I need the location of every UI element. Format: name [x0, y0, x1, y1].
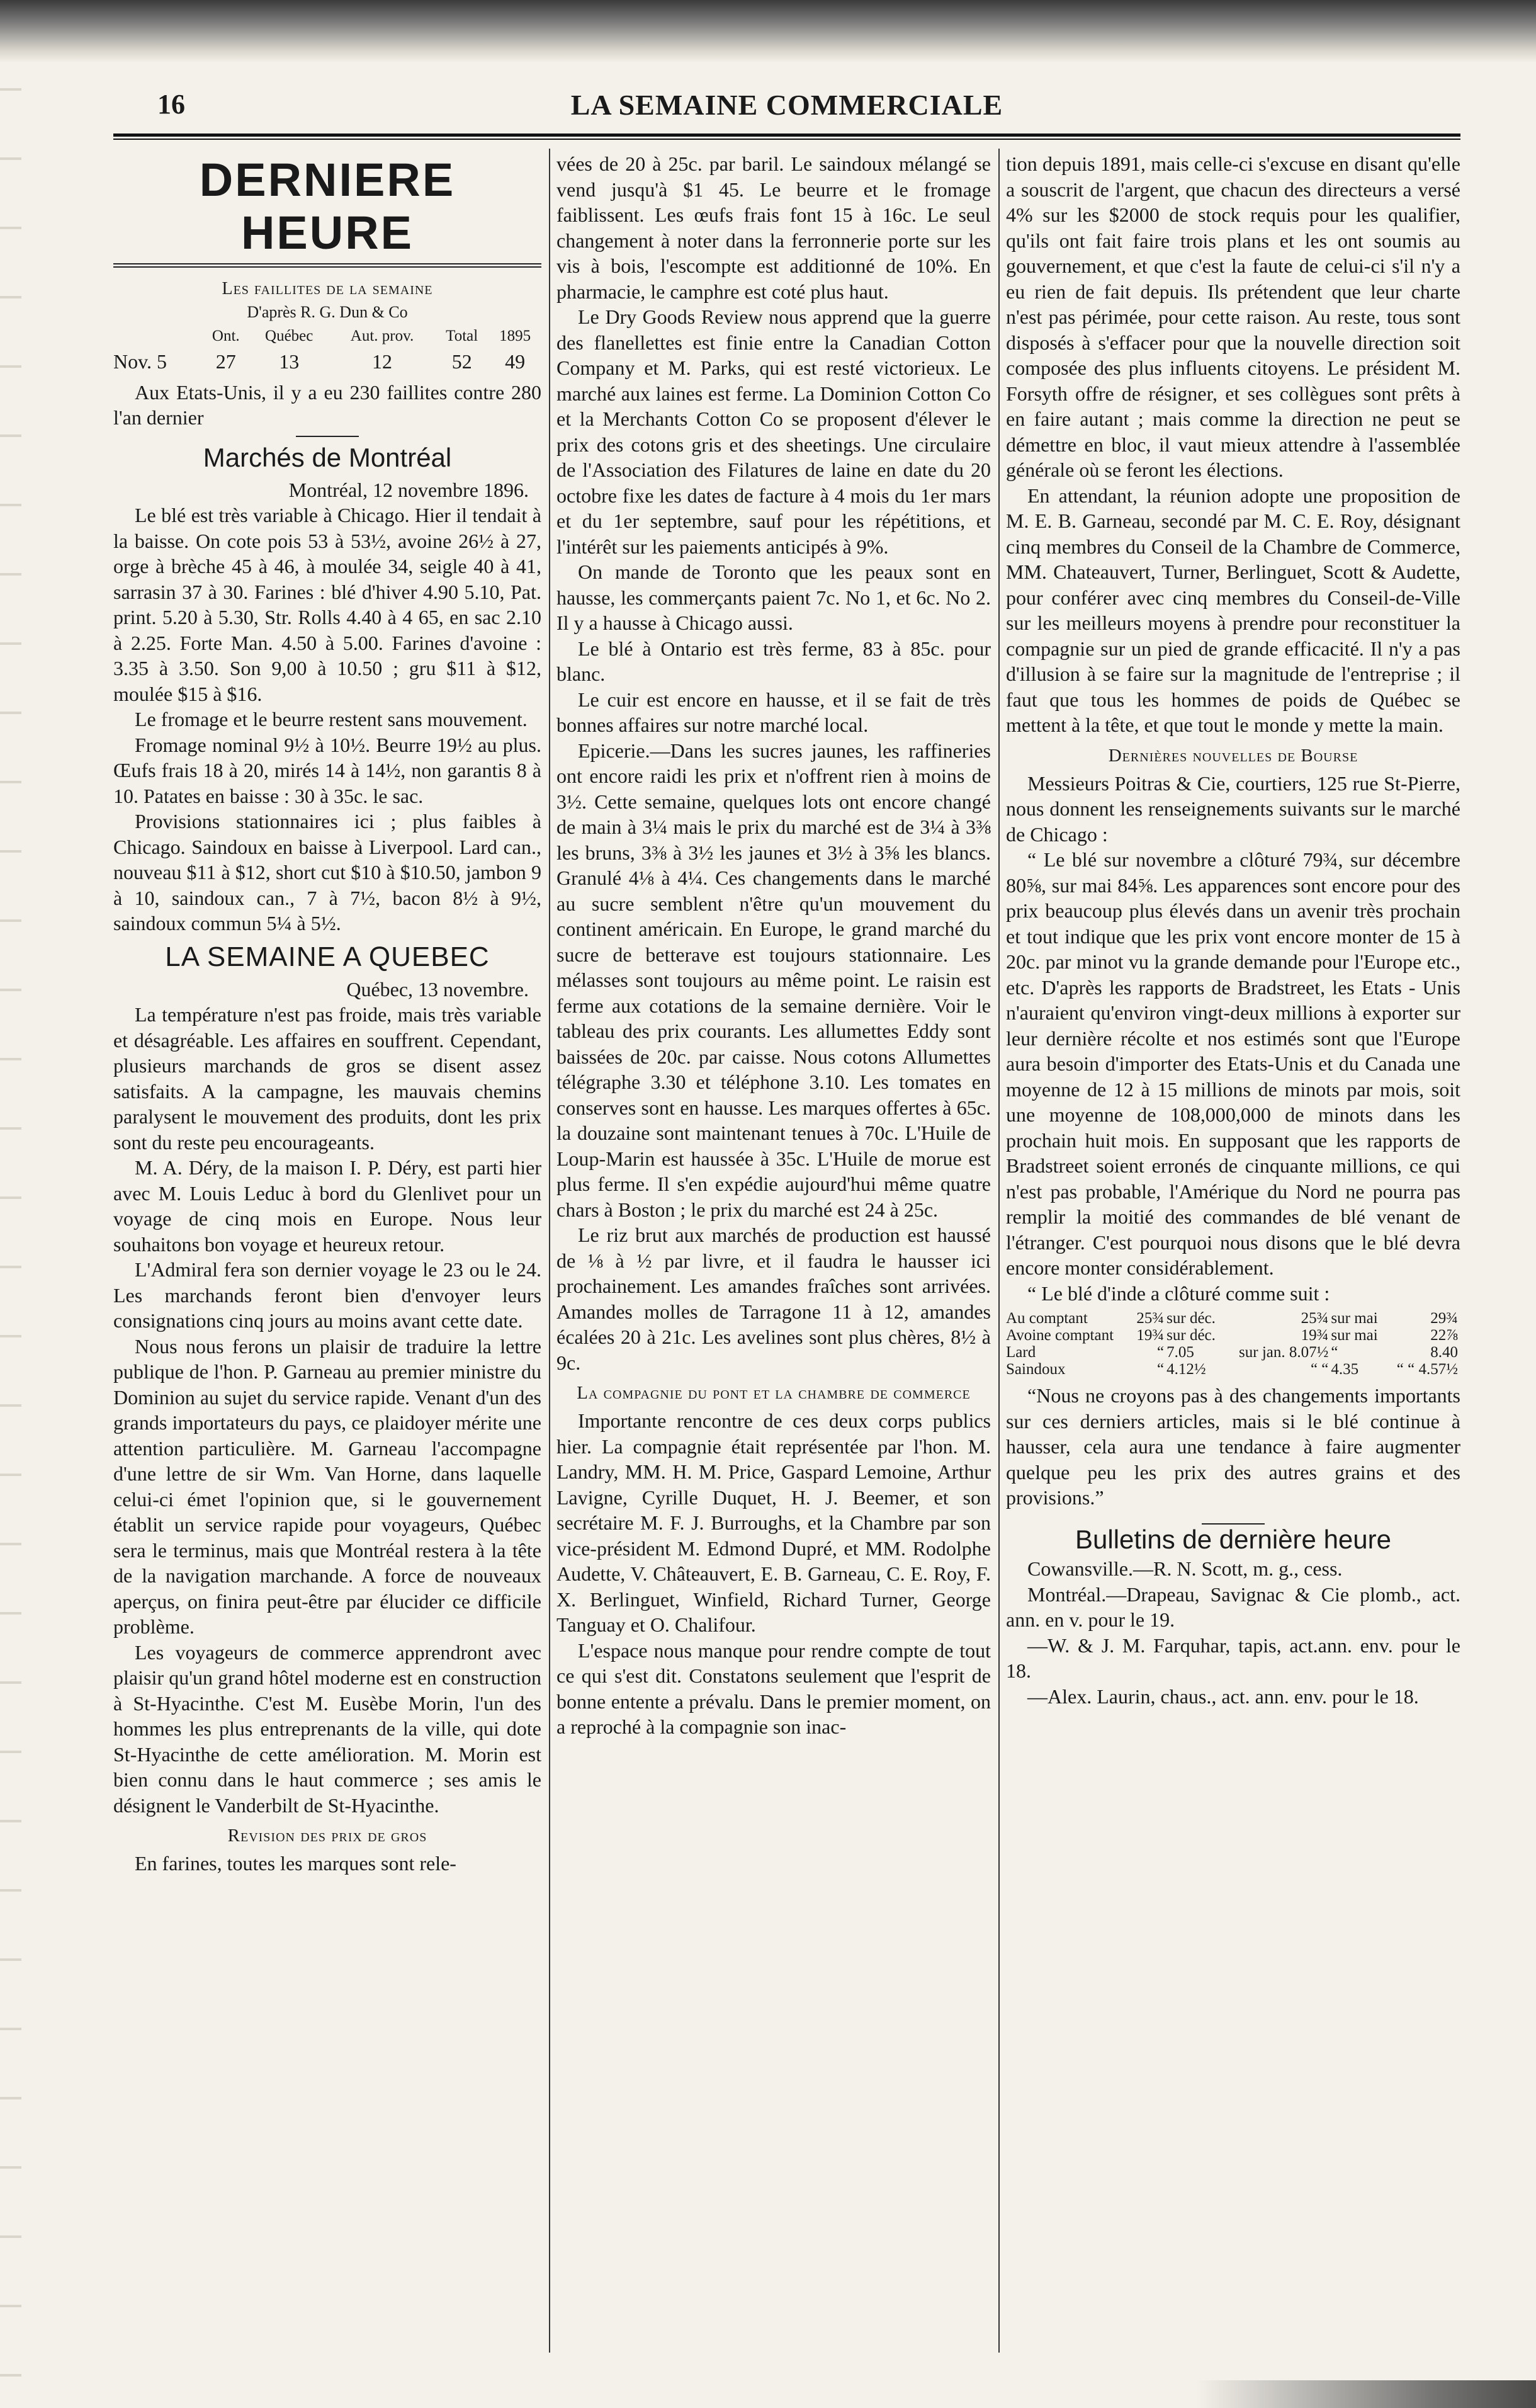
- paragraph: “ Le blé d'inde a clôturé comme suit :: [1027, 1281, 1330, 1305]
- paragraph: L'espace nous manque pour rendre compte de tout ce qui s'est dit. Constatons seulement que l'esprit de bonne entente a prévalu. Dans le premier moment, on a reproché à la compagnie son inac-: [556, 1638, 991, 1738]
- heading-rule: [113, 263, 541, 268]
- table-cell: 13: [279, 350, 300, 373]
- paragraph: Les voyageurs de commerce apprendront avec plaisir qu'un grand hôtel moderne est en construction à St-Hyacinthe. C'est M. Eusèbe Morin, l'un des hommes les plus entreprenants de la ville, qui dote St-Hyacinthe de cette amélioration. M. Morin est bien connu dans le haut commerce ; ses amis le désignent le Vanderbilt de St-Hyacinthe.: [113, 1640, 541, 1817]
- bulletins-title: Bulletins de dernière heure: [1075, 1524, 1391, 1554]
- paragraph: Le fromage et le beurre restent sans mouvement.: [135, 708, 528, 730]
- revision-title: Revision des prix de gros: [227, 1826, 427, 1846]
- paragraph: La température n'est pas froide, mais très variable et désagréable. Les affaires en souffrent. Cependant, plusieurs marchands de gros se disent assez satisfaits. A la campagne, les mauvais chemins paralysent le mouvement des produits, dont les prix sont du reste peu encourageants.: [113, 1003, 541, 1154]
- divider: [296, 436, 359, 437]
- paragraph: Le riz brut aux marchés de production est haussé de ⅛ à ½ par livre, et il faudra le hausser ici prochainement. Les amandes fraîches sont arrivées. Amandes molles de Tarragone 11 à 12, amandes écalées 20 à 21c. Les avelines sont plus chères, 8½ à 9c.: [556, 1224, 991, 1374]
- scan-edge-top: [0, 0, 1536, 63]
- table-cell: sur jan. 8.07½: [1239, 1344, 1329, 1361]
- table-cell: Avoine comptant: [1006, 1327, 1114, 1344]
- table-header-cell: 1895: [499, 327, 531, 344]
- table-row: [113, 349, 541, 375]
- table-cell: 4.12½: [1166, 1361, 1206, 1378]
- paragraph: Provisions stationnaires ici ; plus faibles à Chicago. Saindoux en baisse à Liverpool. Lard can., nouveau $11 à $12, short cut $10 à $10.50, jambon 9 à 10, saindoux can., 7 à 7½, bacon 8½ à 9½, saindoux commun 5¼ à 5½.: [113, 810, 541, 934]
- paragraph: En farines, toutes les marques sont rele-: [135, 1852, 456, 1875]
- table-cell: “ “: [1310, 1361, 1329, 1378]
- paragraph: Le Dry Goods Review nous apprend que la guerre des flanellettes est finie entre la Canadian Cotton Company et M. Parks, qui est resté victorieux. Le marché aux laines est ferme. La Dominion Cotton Co et la Merchants Cotton Co se proposent d'élever le prix des cotons gris et des sheetings. Une circulaire de l'Association des Filatures de laine en date du 20 octobre fixe les dates de facture à 4 mois du 1er mars et du 1er septembre, sauf pour les répétitions, et l'intérêt sur les paiements anticipés à 9%.: [556, 305, 991, 558]
- column-rule: [998, 149, 1000, 2353]
- table-cell: 7.05: [1166, 1344, 1194, 1361]
- quotes-table: [1006, 1310, 1460, 1378]
- table-row: [1006, 1361, 1460, 1378]
- faillites-table: [113, 324, 541, 375]
- compagnie-title: La compagnie du pont et la chambre de commerce: [577, 1383, 971, 1403]
- paragraph: Messieurs Poitras & Cie, courtiers, 125 rue St-Pierre, nous donnent les renseignements suivants sur le marché de Chicago :: [1006, 771, 1460, 846]
- paragraph: L'Admiral fera son dernier voyage le 23 ou le 24. Les marchands feront bien d'envoyer leurs consignations cinq jours au moins avant cette date.: [113, 1258, 541, 1332]
- marches-title: Marchés de Montréal: [203, 442, 452, 472]
- table-cell: 22⅞: [1430, 1327, 1458, 1344]
- paragraph: En attendant, la réunion adopte une proposition de M. E. B. Garneau, secondé par M. C. E. Roy, désignant cinq membres du Conseil de la Chambre de Commerce, MM. Chateauvert, Turner, Berlinguet, Scott & Audette, pour conférer avec cinq membres du Conseil-de-Ville sur les meilleurs moyens à prendre pour reconstituer la compagnie sur un pied de grande efficacité. Il n'y a pas d'illusion à se faire sur la magnitude de l'entreprise ; il faut que tous les hommes de poids de Québec se mettent à la tête, et que tout le monde y mette la main.: [1006, 484, 1460, 736]
- header-rule: [113, 133, 1460, 140]
- scan-edge-bottom: [1196, 2380, 1536, 2408]
- table-cell: Lard: [1006, 1344, 1036, 1361]
- column-2: [556, 151, 991, 2355]
- paragraph: Fromage nominal 9½ à 10½. Beurre 19½ au plus. Œufs frais 18 à 20, mirés 14 à 14½, non garantis 8 à 10. Patates en baisse : 30 à 35c. le sac.: [113, 733, 541, 807]
- faillites-source: D'après R. G. Dun & Co: [247, 302, 408, 321]
- table-cell: 4.35: [1331, 1361, 1359, 1378]
- table-row: [1006, 1344, 1460, 1361]
- paragraph: “Nous ne croyons pas à des changements importants sur ces derniers articles, mais si le blé continue à hausser, cela aura une tendance à faire augmenter quelque peu les prix des autres grains et des provisions.”: [1006, 1384, 1460, 1509]
- paragraph: M. A. Déry, de la maison I. P. Déry, est parti hier avec M. Louis Leduc à bord du Glenlivet pour un voyage de cinq mois en Europe. Nous leur souhaitons bon voyage et heureux retour.: [113, 1156, 541, 1256]
- bulletin-item: Montréal.—Drapeau, Savignac & Cie plomb., act. ann. en v. pour le 19.: [1006, 1582, 1460, 1631]
- journal-title: LA SEMAINE COMMERCIALE: [570, 89, 1003, 121]
- table-cell: sur déc.: [1166, 1327, 1216, 1344]
- table-cell: 19¾: [1136, 1327, 1165, 1344]
- column-1: [113, 151, 541, 2355]
- paragraph: On mande de Toronto que les peaux sont en hausse, les commerçants paient 7c. No 1, et 6c. No 2. Il y a hausse à Chicago aussi.: [556, 560, 991, 634]
- column-rule: [549, 149, 550, 2353]
- running-head: [113, 88, 1460, 126]
- column-3: [1006, 151, 1460, 2355]
- table-cell: 25¾: [1136, 1310, 1165, 1327]
- paragraph: Le blé à Ontario est très ferme, 83 à 85c. pour blanc.: [556, 637, 991, 685]
- paragraph: Le blé est très variable à Chicago. Hier il tendait à la baisse. On cote pois 53 à 53½, avoine 26½ à 27, orge à brèche 45 à 46, à moulée 34, seigle 40 à 41, sarrasin 37 à 30. Farines : blé d'hiver 4.90 5.10, Pat. print. 5.20 à 5.30, Str. Rolls 4.40 à 4 65, en sac 2.10 à 2.25. Forte Man. 4.50 à 5.00. Farines d'avoine : 3.35 à 3.50. Son 9,00 à 10.50 ; gru $11 à $12, moulée $15 à $16.: [113, 504, 541, 705]
- table-cell: sur mai: [1331, 1310, 1378, 1327]
- table-header-cell: Québec: [265, 327, 313, 344]
- table-cell: 8.40: [1430, 1344, 1458, 1361]
- paragraph: vées de 20 à 25c. par baril. Le saindoux mélangé se vend jusqu'à $1 45. Le beurre et le fromage faiblissent. Les œufs frais font 15 à 16c. Le seul changement à noter dans la ferronnerie porte sur les vis à bois, l'escompte est additionné de 10%. En pharmacie, le camphre est coté plus haut.: [556, 152, 991, 303]
- table-header-cell: Ont.: [212, 327, 240, 344]
- bourse-title: Dernières nouvelles de Bourse: [1108, 745, 1358, 766]
- paragraph: Nous nous ferons un plaisir de traduire la lettre publique de l'hon. P. Garneau au premier ministre du Dominion au sujet du service rapide. Venant d'un des grands importateurs du pays, ce plaidoyer mérite une attention particulière. M. Garneau l'accompagne d'une lettre de sir Wm. Van Horne, dans laquelle celui-ci émet l'opinion que, si le gouvernement établit un service rapide pour voyageurs, Québec sera le terminus, mais que Montréal restera à la tête de la navigation marchande. A force de nouveaux aperçus, on finira peut-être par élucider ce difficile problème.: [113, 1334, 541, 1638]
- table-row: [1006, 1310, 1460, 1327]
- table-cell: “ “ 4.57½: [1396, 1361, 1458, 1378]
- bulletin-item: —Alex. Laurin, chaus., act. ann. env. pour le 18.: [1027, 1684, 1419, 1708]
- table-header-cell: Aut. prov.: [350, 327, 414, 344]
- quebec-title: LA SEMAINE A QUEBEC: [165, 941, 490, 972]
- bulletin-item: Cowansville.—R. N. Scott, m. g., cess.: [1027, 1557, 1343, 1580]
- table-cell: 19¾: [1301, 1327, 1329, 1344]
- main-heading: DERNIERE HEURE: [199, 154, 456, 259]
- table-cell: 52: [451, 350, 472, 373]
- bulletin-item: —W. & J. M. Farquhar, tapis, act.ann. env. pour le 18.: [1006, 1633, 1460, 1682]
- paragraph: Epicerie.—Dans les sucres jaunes, les raffineries ont encore raidi les prix et n'offrent rien à moins de 3½. Cette semaine, quelques lots ont encore changé de main à 3¼ mais le prix du marché est de 3¼ à 3⅜ les bruns, 3⅜ à 3½ les jaunes et 3½ à 3⅝ les blancs. Granulé 4⅛ à 4¼. Ces changements dans le marché au sucre semblent n'être qu'un mouvement du continent américain. En Europe, le grand marché du sucre de betterave est toujours stationnaire. Les mélasses sont toujours au même point. Le raisin est ferme aux cotations de la semaine dernière. Voir le tableau des prix courants. Les allumettes Eddy sont baissées de 20c. par caisse. Nous cotons Allumettes télégraphe 3.30 et téléphone 3.10. Les tomates en conserves sont en hausse. Les marques offertes à 65c. la douzaine sont maintenant tenues à 70c. L'Huile de Loup-Marin est haussée à 35c. L'Huile de morue est plus ferme. Il s'en expédie aujourd'hui même quatre chars à Boston ; le prix du marché est 24 à 25c.: [556, 739, 991, 1221]
- table-cell: sur déc.: [1166, 1310, 1216, 1327]
- paragraph: “ Le blé sur novembre a clôturé 79¾, sur décembre 80⅝, sur mai 84⅝. Les apparences sont encore pour des prix beaucoup plus élevés dans un avenir très prochain et tout indique que les prix vont encore monter de 15 à 20c. par minot vu la grande demande pour l'Europe etc., etc. D'après les rapports de Bradstreet, les Etats - Unis n'auraient qu'environ vingt-deux millions à exporter sur leur dernière récolte et nos estimés sont que l'Europe aura besoin d'importer des Etats-Unis et du Canada une moyenne de 12 à 15 millions de minots par mois, soit une moyenne de 108,000,000 de minots dans les prochain huit mois. En supposant que les rapports de Bradstreet soient erronés de cinquante millions, ce qui n'est pas probable, l'Amérique du Nord ne pourra pas remplir la moitié des commandes de blé venant de l'étranger. C'est pourquoi nous disons que le blé devra encore monter considérablement.: [1006, 848, 1460, 1279]
- scan-edge-left: [0, 63, 21, 2393]
- marches-dateline: Montréal, 12 novembre 1896.: [288, 478, 529, 501]
- page-number: 16: [157, 89, 185, 120]
- table-header-cell: [113, 324, 203, 349]
- table-cell: Saindoux: [1006, 1361, 1066, 1378]
- faillites-note: Aux Etats-Unis, il y a eu 230 faillites contre 280 l'an dernier: [113, 380, 541, 429]
- table-row: [1006, 1327, 1460, 1344]
- table-cell: Au comptant: [1006, 1310, 1088, 1327]
- paragraph: Importante rencontre de ces deux corps publics hier. La compagnie était représentée par l'hon. M. Landry, MM. H. M. Price, Gaspard Lemoine, Arthur Lavigne, Cyrille Duquet, H. J. Beemer, et son secrétaire M. F. J. Burroughs, et la Chambre par son vice-président M. Edmond Dupré, et MM. Rodolphe Audette, V. Châteauvert, E. B. Garneau, C. E. Roy, F. X. Berlinguet, Winfield, Richard Turner, George Tanguay et O. Chalifour.: [556, 1409, 991, 1636]
- paragraph: tion depuis 1891, mais celle-ci s'excuse en disant qu'elle a souscrit de l'argent, que chacun des directeurs a versé 4% sur les $2000 de stock requis pour les qualifier, qu'ils ont fait faire trois plans et les ont soumis au gouvernement, et que c'est la faute de celui-ci s'il n'y a eu rien de fait depuis. Ils prétendent que leur charte n'est pas périmée, pour cette raison. Au reste, tous sont disposés à s'effacer pour que la nouvelle direction soit composée des plus influents citoyens. Le président M. Forsyth offre de résigner, et ses collègues sont prêts à en faire autant ; mais comme la direction ne peut se démettre en bloc, il vaut mieux attendre à l'assemblée générale où se feront les élections.: [1006, 152, 1460, 481]
- table-header-row: [113, 324, 541, 349]
- table-cell: 49: [505, 350, 526, 373]
- table-cell: “: [1157, 1344, 1165, 1361]
- paragraph: Le cuir est encore en hausse, et il se fait de très bonnes affaires sur notre marché local.: [556, 688, 991, 736]
- table-header-cell: Total: [446, 327, 478, 344]
- table-cell: Nov. 5: [113, 350, 167, 373]
- quebec-dateline: Québec, 13 novembre.: [346, 977, 529, 1001]
- table-cell: 12: [372, 350, 393, 373]
- table-cell: “: [1157, 1361, 1165, 1378]
- table-cell: 25¾: [1301, 1310, 1329, 1327]
- table-cell: “: [1331, 1344, 1338, 1361]
- faillites-title: Les faillites de la semaine: [222, 279, 433, 298]
- table-cell: sur mai: [1331, 1327, 1378, 1344]
- table-cell: 27: [215, 350, 236, 373]
- table-cell: 29¾: [1430, 1310, 1458, 1327]
